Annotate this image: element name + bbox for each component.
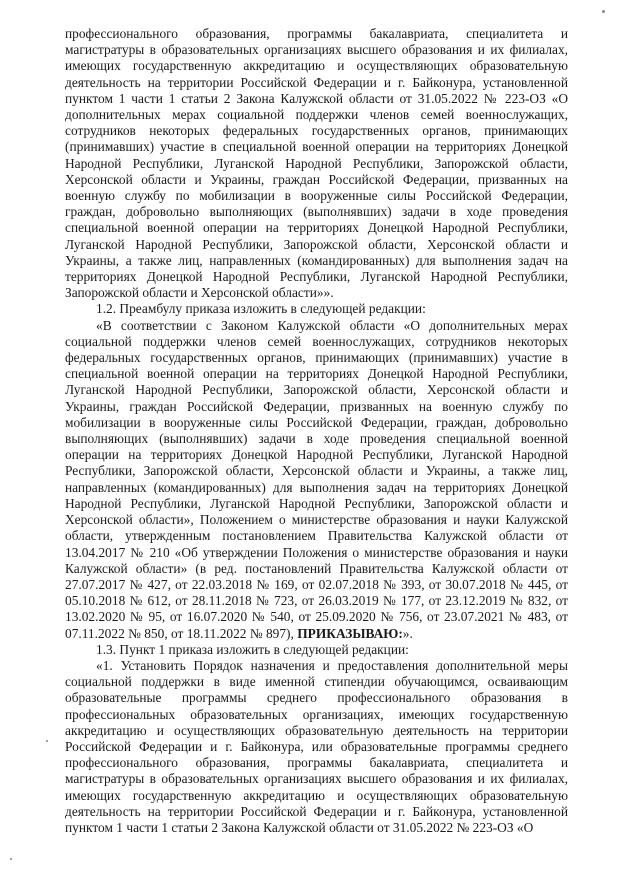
paragraph-continuation: профессионального образования, программы бакалавриата, специалитета и магистратуры в образовательных организациях высшего образования и их филиалах, имеющих государственную аккредитацию и осуществляющих образовательную деятельность на территории Российской Федерации и г. Байконура, установленной пунктом 1 части 1 статьи 2 Закона Калужской области от 31.05.2022 № 223-ОЗ «О дополнительных мерах социальной поддержки членов семей военнослужащих, сотрудников некоторых федеральных государственных органов, принимающих (принимавших) участие в специальной военной операции на территориях Донецкой Народной Республики, Луганской Народной Республики, Запорожской области, Херсонской области и Украины, граждан Российской Федерации, призванных на военную службу по мобилизации в вооруженные силы Российской Федерации, граждан, добровольно выполняющих (выполнявших) задачи в ходе проведения специальной военной операции на территориях Донецкой Народной Республики, Луганской Народной Республики, Запорожской области, Херсонской области и Украины, а также лиц, направленных (командированных) для выполнения задач на территориях Донецкой Народной Республики, Луганской Народной Республики, Запорожской области и Херсонской области»».	[65, 26, 568, 301]
paragraph-item-1-text: «1. Установить Порядок назначения и предоставления дополнительной меры социальной поддержки в виде именной стипендии обучающимся, осваивающим образовательные программы среднего профессионального образования в профессиональных образовательных организациях, имеющих государственную аккредитацию и осуществляющих образовательную деятельность на территории Российской Федерации и г. Байконура, или образовательные программы среднего профессионального образования, программы бакалавриата, специалитета и магистратуры в образовательных организациях высшего образования и их филиалах, имеющих государственную аккредитацию и осуществляющих образовательную деятельность на территории Российской Федерации и г. Байконура, установленной пунктом 1 части 1 статьи 2 Закона Калужской области от 31.05.2022 № 223-ОЗ «О	[65, 657, 568, 835]
order-keyword: ПРИКАЗЫВАЮ:	[297, 625, 403, 641]
preamble-text: «В соответствии с Законом Калужской области «О дополнительных мерах социальной поддержки членов семей военнослужащих, сотрудников некоторых федеральных государственных органов, принимающих (принимавших) участие в специальной военной операции на территориях Донецкой Народной Республики, Луганской Народной Республики, Запорожской области, Херсонской области и Украины, граждан Российской Федерации, призванных на военную службу по мобилизации в вооруженные силы Российской Федерации, граждан, добровольно выполняющих (выполнявших) задачи в ходе проведения специальной военной операции на территориях Донецкой Народной Республики, Луганской Народной Республики, Запорожской области, Херсонской области и Украины, а также лиц, направленных (командированных) для выполнения задач на территориях Донецкой Народной Республики, Луганской Народной Республики, Запорожской области и Херсонской области», Положением о министерстве образования и науки Калужской области, утвержденным постановлением Правительства Калужской области от 13.04.2017 № 210 «Об утверждении Положения о министерстве образования и науки Калужской области» (в ред. постановлений Правительства Калужской области от 27.07.2017 № 427, от 22.03.2018 № 169, от 02.07.2018 № 393, от 30.07.2018 № 445, от 05.10.2018 № 612, от 28.11.2018 № 723, от 26.03.2019 № 177, от 23.12.2019 № 832, от 13.02.2020 № 95, от 16.07.2020 № 540, от 25.09.2020 № 756, от 23.07.2021 № 483, от 07.11.2022 № 850, от 18.11.2022 № 897),	[65, 317, 568, 641]
scan-speck	[46, 740, 48, 742]
preamble-closing: ».	[402, 625, 413, 641]
scan-speck	[10, 858, 12, 860]
scan-speck	[602, 10, 605, 13]
paragraph-item-1-2: 1.2. Преамбулу приказа изложить в следующей редакции:	[96, 301, 426, 317]
document-body	[65, 26, 568, 836]
paragraph-item-1-3: 1.3. Пункт 1 приказа изложить в следующей редакции:	[96, 641, 409, 657]
paragraph-preamble	[65, 318, 568, 642]
